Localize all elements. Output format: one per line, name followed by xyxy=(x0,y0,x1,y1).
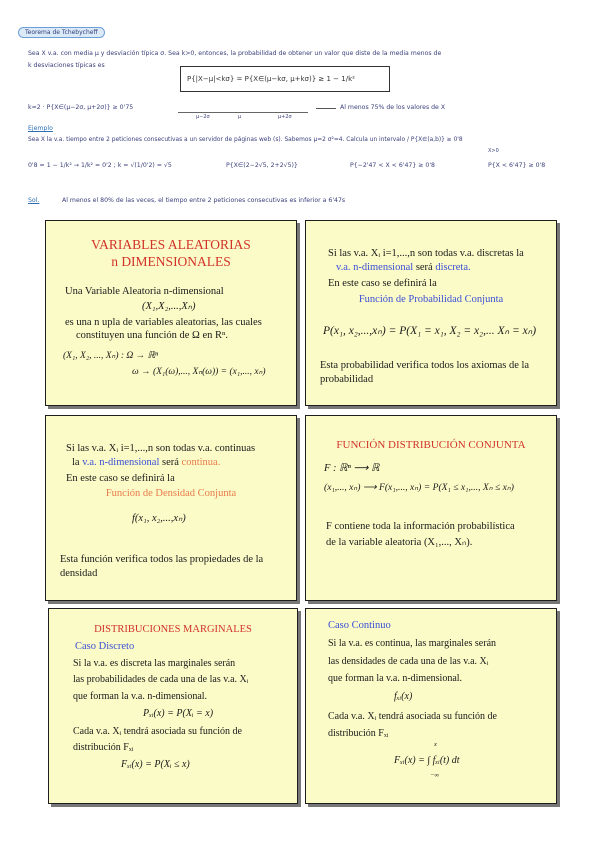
card6-int-lower: −∞ xyxy=(430,772,440,779)
sol-label: Sol. xyxy=(28,197,40,204)
card1-math3: ω → (X₁(ω),..., Xₙ(ω)) = (x₁,..., xₙ) xyxy=(132,367,266,377)
card-random-variables xyxy=(45,220,297,406)
card1-math2: (X₁, X₂, ..., Xₙ) : Ω → ℝⁿ xyxy=(63,351,159,361)
card3-line4: Función de Densidad Conjunta xyxy=(105,488,237,499)
intro-line-1: Sea X v.a. con media μ y desviación típica σ. Sea k>0, entonces, la probabilidad de obtener un valor que diste de la media menos de xyxy=(28,50,442,57)
card-discrete xyxy=(305,220,557,406)
axis-label-right: μ+2σ xyxy=(278,114,292,120)
card5-line5: distribución Fₓᵢ xyxy=(73,742,134,753)
card2-math: P(x₁, x₂,...,xₙ) = P(X₁ = x₁, X₂ = x₂,... Xₙ = xₙ) xyxy=(323,325,537,337)
card5-math1: Pₓᵢ(x) = P(Xᵢ = x) xyxy=(143,708,214,719)
card-marginal-discrete xyxy=(48,608,298,804)
card-continuous xyxy=(45,415,297,601)
card3-line1: Si las v.a. Xᵢ i=1,...,n son todas v.a. continuas xyxy=(66,443,256,454)
card2-line2-a: v.a. n-dimensional xyxy=(336,262,414,273)
intro-line-2: k desviaciones típicas es xyxy=(28,62,105,69)
calc-left: 0'8 = 1 − 1/k² → 1/k² = 0'2 ; k = √(1/0'2) = √5 xyxy=(28,162,172,169)
axis-label-left: μ−2σ xyxy=(196,114,210,120)
card3-line6: densidad xyxy=(60,568,98,579)
card3-line5: Esta función verifica todos las propiedades de la xyxy=(60,554,264,565)
card6-int-upper: x xyxy=(434,741,437,748)
example-text: Sea X la v.a. tiempo entre 2 peticiones consecutivas a un servidor de páginas web (s). Sabemos μ=2 σ²=4. Calcula un intervalo / P{X∈(a,b)} ≥ 0'8 xyxy=(28,137,463,143)
calc-final: P{X < 6'47} ≥ 0'8 xyxy=(488,162,546,169)
arrow-line xyxy=(316,108,336,109)
card2-line3: En este caso se definirá la xyxy=(328,278,437,289)
card5-subtitle: Caso Discreto xyxy=(75,641,135,652)
card5-line2: las probabilidades de cada una de las v.a. Xᵢ xyxy=(73,674,249,685)
card4-math1: F : ℝⁿ ⟶ ℝ xyxy=(324,463,380,474)
card3-math: f(x₁, x₂,...,xₙ) xyxy=(132,513,186,524)
card6-line5: distribución Fₓᵢ xyxy=(328,728,389,739)
card3-line2-d: continua. xyxy=(181,457,221,468)
card-marginal-continuous xyxy=(305,608,557,804)
card2-line5: Esta probabilidad verifica todos los axiomas de la xyxy=(320,360,530,371)
card2-line6: probabilidad xyxy=(320,374,374,385)
card6-line2: las densidades de cada una de las v.a. Xᵢ xyxy=(328,656,489,667)
axis-sketch xyxy=(178,112,308,113)
card1-title-line2: n DIMENSIONALES xyxy=(111,254,231,269)
card1-text3: constituyen una función de Ω en Rⁿ. xyxy=(76,330,228,341)
card6-title: Caso Continuo xyxy=(328,620,391,631)
chebyshev-formula: P{|X−μ|<kσ} = P{X∈(μ−kσ, μ+kσ)} ≥ 1 − 1/k² xyxy=(187,75,355,83)
card1-text1: Una Variable Aleatoria n-dimensional xyxy=(65,286,224,297)
card-joint-distribution xyxy=(305,415,557,601)
card5-line3: que forman la v.a. n-dimensional. xyxy=(73,691,208,702)
k2-line: k=2 · P{X∈(μ−2σ, μ+2σ)} ≥ 0'75 xyxy=(28,104,134,111)
card3-line2 xyxy=(72,456,220,470)
calc-right: P{−2'47 < X < 6'47} ≥ 0'8 xyxy=(350,162,435,169)
sol-text: Al menos el 80% de las veces, el tiempo entre 2 peticiones consecutivas es inferior a 6'47s xyxy=(62,197,346,204)
card5-line4: Cada v.a. Xᵢ tendrá asociada su función de xyxy=(73,726,242,737)
card5-math2: Fₓᵢ(x) = P(Xᵢ ≤ x) xyxy=(121,759,190,770)
card2-line2 xyxy=(336,261,471,275)
card1-title-line1: VARIABLES ALEATORIAS xyxy=(91,237,251,252)
card6-math2: Fₓᵢ(x) = ∫ fₓᵢ(t) dt xyxy=(394,755,460,766)
card2-line1: Si las v.a. Xᵢ i=1,...,n son todas v.a. discretas la xyxy=(328,248,524,259)
card2-line2-c: discreta. xyxy=(435,262,471,273)
card4-line2: de la variable aleatoria (X₁,..., Xₙ). xyxy=(326,537,473,548)
example-heading: Ejemplo xyxy=(28,125,53,132)
card5-title: DISTRIBUCIONES MARGINALES xyxy=(94,624,252,635)
card4-math2: (x₁,..., xₙ) ⟶ F(x₁,..., xₙ) = P(X₁ ≤ x₁,..., Xₙ ≤ xₙ) xyxy=(324,482,514,493)
card6-line1: Si la v.a. es continua, las marginales serán xyxy=(328,638,497,649)
card6-math1: fₓᵢ(x) xyxy=(394,691,413,702)
chebyshev-formula-box xyxy=(180,66,390,92)
card2-line2-b: será xyxy=(413,262,436,273)
card5-line1: Si la v.a. es discreta las marginales serán xyxy=(73,658,236,669)
axis-label-mid: μ xyxy=(238,114,242,120)
card4-title: FUNCIÓN DISTRIBUCIÓN CONJUNTA xyxy=(336,439,526,451)
card1-math1: (X₁,X₂,...,Xₙ) xyxy=(142,301,196,312)
card6-line4: Cada v.a. Xᵢ tendrá asociada su función de xyxy=(328,711,497,722)
card1-text2: es una n upla de variables aleatorias, las cuales xyxy=(65,317,262,328)
card2-line4: Función de Probabilidad Conjunta xyxy=(358,294,504,305)
calc-note: X>0 xyxy=(488,148,499,154)
card3-line2-b: v.a. n-dimensional xyxy=(82,457,160,468)
calc-mid: P{X∈(2−2√5, 2+2√5)} xyxy=(226,162,298,169)
card3-line2-a: la xyxy=(72,457,83,468)
card3-line2-c: será xyxy=(159,457,182,468)
card4-line1: F contiene toda la información probabilística xyxy=(326,521,515,532)
k2-result: Al menos 75% de los valores de X xyxy=(340,104,446,111)
section-title-tag: Teorema de Tchebycheff xyxy=(18,27,105,38)
card6-line3: que forman la v.a. n-dimensional. xyxy=(328,673,463,684)
card3-line3: En este caso se definirá la xyxy=(66,473,175,484)
